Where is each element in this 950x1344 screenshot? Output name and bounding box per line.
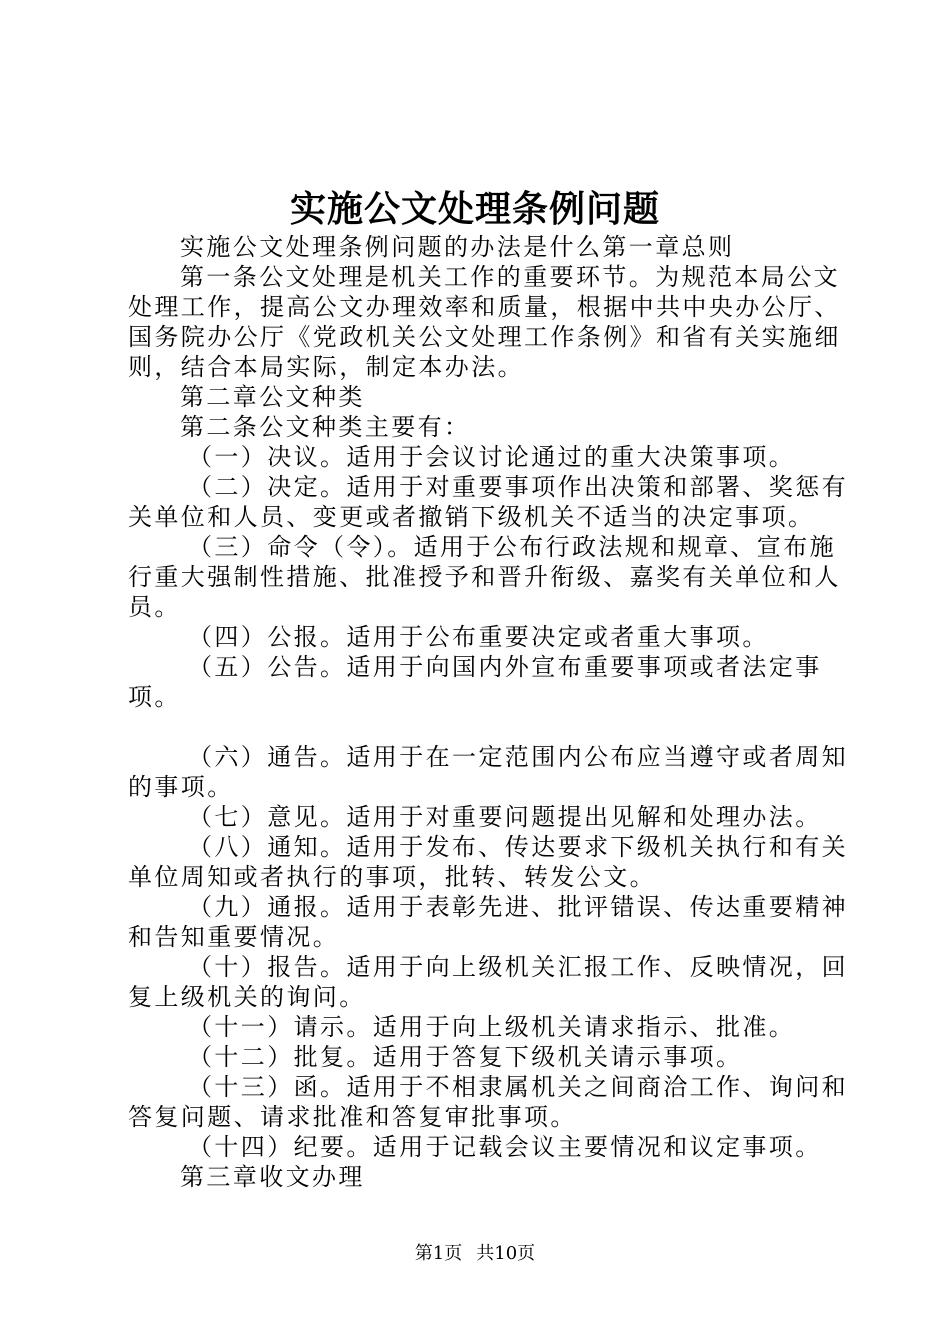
page-total: 共10页 [476, 1243, 536, 1264]
list-item: （十三）函。适用于不相隶属机关之间商洽工作、询问和答复问题、请求批准和答复审批事项。 [128, 1073, 848, 1131]
paragraph: 实施公文处理条例问题的办法是什么第一章总则 [180, 233, 735, 261]
list-item: （五）公告。适用于向国内外宣布重要事项或者法定事项。 [128, 653, 822, 711]
page-footer [0, 1242, 950, 1266]
paragraph: 第一条公文处理是机关工作的重要环节。为规范本局公文处理工作，提高公文办理效率和质量，根据中共中央办公厅、国务院办公厅《党政机关公文处理工作条例》和省有关实施细则，结合本局实际，制定本办法。 [128, 263, 841, 381]
list-item: （十一）请示。适用于向上级机关请求指示、批准。 [188, 1013, 796, 1041]
list-item: （六）通告。适用于在一定范围内公布应当遵守或者周知的事项。 [128, 743, 848, 801]
list-item: （二）决定。适用于对重要事项作出决策和部署、奖惩有关单位和人员、变更或者撤销下级机关不适当的决定事项。 [128, 473, 848, 531]
paragraph: 第二条公文种类主要有： [180, 413, 471, 441]
list-item: （十二）批复。适用于答复下级机关请示事项。 [188, 1043, 743, 1071]
list-item: （九）通报。适用于表彰先进、批评错误、传达重要精神和告知重要情况。 [128, 893, 848, 951]
page-number: 第1页 [414, 1243, 463, 1264]
document-title: 实施公文处理条例问题 [289, 188, 660, 230]
list-item: （一）决议。适用于会议讨论通过的重大决策事项。 [188, 443, 796, 471]
list-item: （四）公报。适用于公布重要决定或者重大事项。 [188, 623, 769, 651]
list-item: （十四）纪要。适用于记载会议主要情况和议定事项。 [188, 1133, 822, 1161]
chapter-heading: 第二章公文种类 [180, 383, 365, 411]
document-body [128, 232, 856, 1192]
list-item: （三）命令（令）。适用于公布行政法规和规章、宣布施行重大强制性措施、批准授予和晋升衔级、嘉奖有关单位和人员。 [128, 533, 841, 621]
list-item: （七）意见。适用于对重要问题提出见解和处理办法。 [188, 803, 822, 831]
chapter-heading: 第三章收文办理 [180, 1163, 365, 1191]
list-item: （十）报告。适用于向上级机关汇报工作、反映情况，回复上级机关的询问。 [128, 953, 848, 1011]
list-item: （八）通知。适用于发布、传达要求下级机关执行和有关单位周知或者执行的事项，批转、转发公文。 [128, 833, 848, 891]
blank-line [128, 712, 856, 742]
